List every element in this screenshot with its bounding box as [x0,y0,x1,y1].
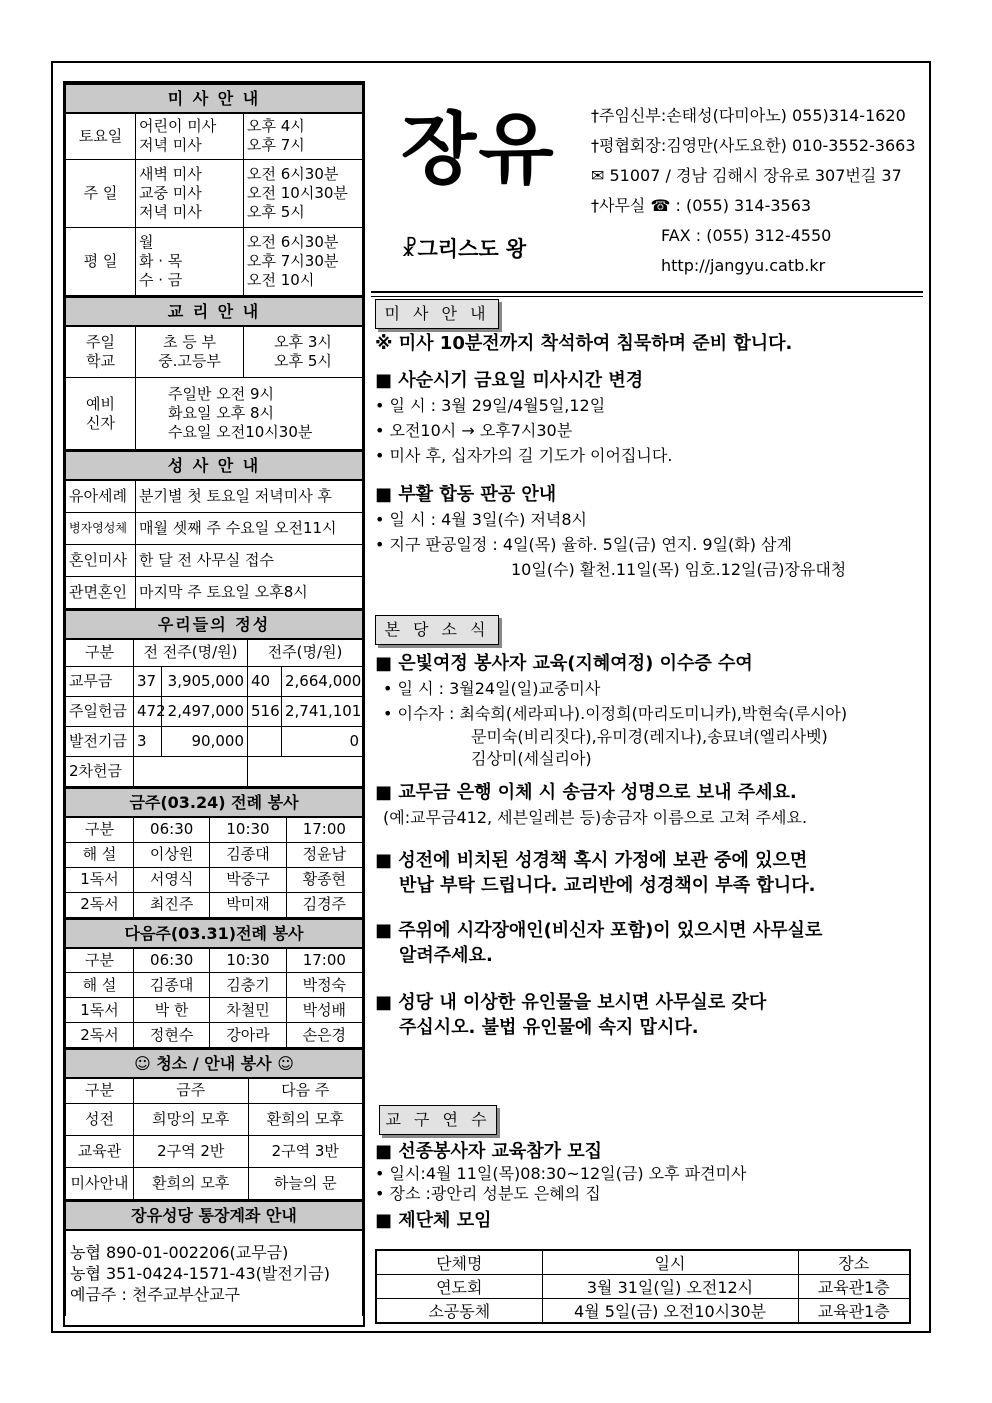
duty-person: 정윤남 [286,842,362,867]
mass-notices [375,331,923,582]
cleaning-header: 금주 [134,1078,249,1103]
mass-time: 오후 4시 [247,117,305,136]
group-name: 연도회 [376,1275,542,1299]
lent-line: • 미사 후, 십자가의 길 기도가 이어집니다. [375,446,673,465]
this-week-table [65,787,363,918]
offering-label: 교무금 [66,667,134,697]
mass-time: 오전 6시30분 [247,232,339,251]
cleaning-group: 환희의 모후 [248,1103,363,1135]
duty-person: 박성배 [286,998,362,1023]
mass-notice-heading: 미 사 안 내 [375,299,499,329]
offering-count: 40 [248,667,282,697]
duty-role: 해 설 [66,842,134,867]
doctrine-table [65,296,363,451]
duty-person: 정현수 [134,1023,210,1048]
sacrament-label: 혼인미사 [66,544,136,576]
group-time: 4월 5일(금) 오전10시30분 [542,1299,798,1324]
lent-title: ■ 사순시기 금요일 미사시간 변경 [375,370,644,391]
offering-label: 2차헌금 [66,757,134,787]
sacrament-text: 매월 셋째 주 수요일 오전11시 [136,512,363,544]
this-week-title: 금주(03.24) 전례 봉사 [66,788,363,817]
duty-person: 손은경 [286,1023,362,1048]
offering-count: 472 [134,697,162,727]
leaflet-line: 주십시오. 불법 유인물에 속지 맙시다. [399,1017,699,1038]
offering-amount: 90,000 [162,727,248,757]
parish-notices [375,651,923,1040]
duty-person: 최진주 [134,892,210,917]
offering-count: 37 [134,667,162,697]
grade: 중.고등부 [158,351,221,370]
offering-label: 주일헌금 [66,697,134,727]
cleaning-group: 하늘의 문 [248,1167,363,1199]
mass-day: 평 일 [66,227,136,295]
sacrament-text: 한 달 전 사무실 접수 [136,544,363,576]
cert-line: 김상미(세실리아) [471,749,592,768]
diocese-notices [375,1139,923,1233]
mass-item: 월 [139,232,154,251]
offering-amount: 2,497,000 [162,697,248,727]
duty-header: 06:30 [134,948,210,973]
grade: 초 등 부 [162,332,216,351]
group-time: 3월 31일(일) 오전12시 [542,1275,798,1299]
offering-amount: 2,664,000 [282,667,363,697]
blind-line: ■ 주위에 시각장애인(비신자 포함)이 있으시면 사무실로 [375,920,823,941]
mass-item: 저녁 미사 [139,202,202,221]
offering-count [248,727,282,757]
bible-line: ■ 성전에 비치된 성경책 혹시 가정에 보관 중에 있으면 [375,850,808,871]
offering-count: 3 [134,727,162,757]
groups-title: ■ 제단체 모임 [375,1210,492,1231]
sacrament-text: 분기별 첫 토요일 저녁미사 후 [136,480,363,512]
duty-person: 강아라 [210,1023,286,1048]
duty-person: 김종대 [134,973,210,998]
group-place: 교육관1층 [798,1275,910,1299]
duty-person: 김종대 [210,842,286,867]
duty-person: 김경주 [286,892,362,917]
offering-amount: 0 [282,727,363,757]
penance-title: ■ 부활 합동 판공 안내 [375,484,557,505]
mass-time: 오전 10시30분 [247,183,348,202]
cleaning-group: 2구역 2반 [134,1135,249,1167]
mass-note: ※ 미사 10분전까지 착석하여 침묵하며 준비 합니다. [375,333,793,354]
mass-time: 오후 7시30분 [247,251,339,270]
account-line: 농협 890-01-002206(교무금) [70,1242,289,1262]
offering-amount: 2,741,101 [282,697,363,727]
volunteer-line: • 일시:4월 11일(목)08:30~12일(금) 오후 파견미사 [375,1164,747,1183]
duty-header: 17:00 [286,817,362,842]
volunteer-line: • 장소 :광안리 성분도 은혜의 집 [375,1184,601,1203]
duty-person: 박중구 [210,867,286,892]
address: ✉ 51007 / 경남 김해시 장유로 307번길 37 [591,166,902,185]
sacrament-text: 마지막 주 토요일 오후8시 [136,576,363,608]
duty-role: 1독서 [66,867,134,892]
cleaning-place: 성전 [66,1103,134,1135]
duty-header: 10:30 [210,948,286,973]
bank-title: ■ 교무금 은행 이체 시 송금자 성명으로 보내 주세요. [375,782,797,803]
pastor-contact: †주임신부:손태성(다미아노) 055)314-1620 [591,106,906,125]
class-time: 오후 5시 [274,351,332,370]
bulletin-page [51,61,931,1333]
account-table [65,1200,363,1316]
class-time: 오후 3시 [274,332,332,351]
mass-item: 새벽 미사 [139,164,202,183]
penance-line: • 일 시 : 4월 3일(수) 저녁8시 [375,510,588,529]
duty-person: 차철민 [210,998,286,1023]
parish-logo: 장유 [401,104,556,195]
bank-note: (예:교무금412, 세븐일레븐 등)송금자 이름으로 고쳐 주세요. [383,808,808,827]
penance-line: 10일(수) 활천.11일(목) 임호.12일(금)장유대청 [511,560,847,579]
duty-header: 17:00 [286,948,362,973]
cert-line: 문미숙(비리짓다),유미경(레지나),송묘녀(엘리사벳) [471,727,828,746]
catechumen-class: 수요일 오전10시30분 [168,423,313,441]
left-column [63,81,365,1327]
cleaning-group: 환희의 모후 [134,1167,249,1199]
cleaning-header: 구분 [66,1078,134,1103]
slogan: ☧그리스도 왕 [401,237,527,261]
volunteer-title: ■ 선종봉사자 교육참가 모집 [375,1141,603,1162]
mass-item: 저녁 미사 [139,136,202,155]
parish-news-heading: 본 당 소 식 [375,615,499,645]
duty-role: 해 설 [66,973,134,998]
duty-header: 구분 [66,948,134,973]
next-week-table [65,918,363,1049]
mass-day: 토요일 [66,113,136,159]
council-contact: †평협회장:김영만(사도요한) 010-3552-3663 [591,136,916,155]
group-name: 소공동체 [376,1299,542,1324]
diocese-news-heading: 교 구 연 수 [379,1105,497,1135]
sacrament-label: 병자영성체 [66,512,136,544]
duty-person: 박 한 [134,998,210,1023]
duty-header: 10:30 [210,817,286,842]
offering-count: 516 [248,697,282,727]
duty-person: 이상원 [134,842,210,867]
fax: FAX : (055) 312-4550 [661,226,832,245]
mass-item: 화 · 목 [139,251,183,270]
leaflet-line: ■ 성당 내 이상한 유인물을 보시면 사무실로 갖다 [375,992,767,1013]
cert-title: ■ 은빛여정 봉사자 교육(지혜여정) 이수증 수여 [375,653,753,674]
divider [371,291,923,293]
account-line: 예금주 : 천주교부산교구 [70,1284,241,1304]
groups-header: 단체명 [376,1250,542,1275]
cert-line: • 이수자 : 최숙희(세라피나).이정희(마리도미니카),박현숙(루시아) [383,704,848,723]
groups-header: 장소 [798,1250,910,1275]
cleaning-place: 미사안내 [66,1167,134,1199]
lent-line: • 일 시 : 3월 29일/4월5일,12일 [375,396,606,415]
duty-person: 박정숙 [286,973,362,998]
duty-person: 서영식 [134,867,210,892]
mass-item: 교중 미사 [139,183,202,202]
duty-person: 박미재 [210,892,286,917]
duty-role: 1독서 [66,998,134,1023]
mass-time: 오후 7시 [247,136,305,155]
duty-header: 구분 [66,817,134,842]
sunday-school-label: 주일 학교 [66,326,136,378]
duty-person: 황종현 [286,867,362,892]
website-link[interactable]: http://jangyu.catb.kr [661,256,826,275]
offering-amount: 3,905,000 [162,667,248,697]
offering-title: 우리들의 정성 [66,610,363,639]
cleaning-group: 희망의 모후 [134,1103,249,1135]
contact-block [591,101,931,281]
mass-time: 오전 6시30분 [247,164,339,183]
mass-title: 미 사 안 내 [66,84,363,113]
account-line: 농협 351-0424-1571-43(발전기금) [70,1263,330,1283]
offering-header: 전주(명/원) [248,639,363,667]
mass-time: 오후 5시 [247,202,305,221]
cleaning-table [65,1048,363,1200]
lent-line: • 오전10시 → 오후7시30분 [375,421,573,440]
cleaning-group: 2구역 3반 [248,1135,363,1167]
duty-header: 06:30 [134,817,210,842]
catechumen-label: 예비 신자 [66,378,136,450]
cleaning-header: 다음 주 [248,1078,363,1103]
sacrament-label: 유아세례 [66,480,136,512]
duty-role: 2독서 [66,892,134,917]
groups-table [375,1249,911,1324]
mass-day: 주 일 [66,159,136,227]
sacrament-table [65,450,363,609]
blind-line: 알려주세요. [399,945,493,966]
penance-line: • 지구 판공일정 : 4일(목) 율하. 5일(금) 연지. 9일(화) 삼계 [375,535,792,554]
cert-line: • 일 시 : 3월24일(일)교중미사 [383,679,601,698]
cleaning-place: 교육관 [66,1135,134,1167]
next-week-title: 다음주(03.31)전례 봉사 [66,919,363,948]
account-title: 장유성당 통장계좌 안내 [66,1201,363,1230]
offering-header: 전 전주(명/원) [134,639,248,667]
sacrament-title: 성 사 안 내 [66,451,363,480]
offering-amount [248,757,363,787]
duty-role: 2독서 [66,1023,134,1048]
bible-line: 반납 부탁 드립니다. 교리반에 성경책이 부족 합니다. [399,875,816,896]
offering-label: 발전기금 [66,727,134,757]
mass-item: 어린이 미사 [139,117,217,136]
group-place: 교육관1층 [798,1299,910,1324]
duty-person: 김충기 [210,973,286,998]
offering-amount [134,757,248,787]
mass-time: 오전 10시 [247,270,315,289]
doctrine-title: 교 리 안 내 [66,297,363,326]
divider [371,296,923,297]
offering-header: 구분 [66,639,134,667]
mass-item: 수 · 금 [139,270,183,289]
cleaning-title: ☺ 청소 / 안내 봉사 ☺ [66,1049,363,1078]
catechumen-class: 화요일 오후 8시 [168,404,275,422]
offering-table [65,609,363,788]
sacrament-label: 관면혼인 [66,576,136,608]
office-phone: †사무실 ☎ : (055) 314-3563 [591,196,812,215]
mass-table [65,83,363,296]
groups-header: 일시 [542,1250,798,1275]
catechumen-class: 주일반 오전 9시 [168,385,275,403]
